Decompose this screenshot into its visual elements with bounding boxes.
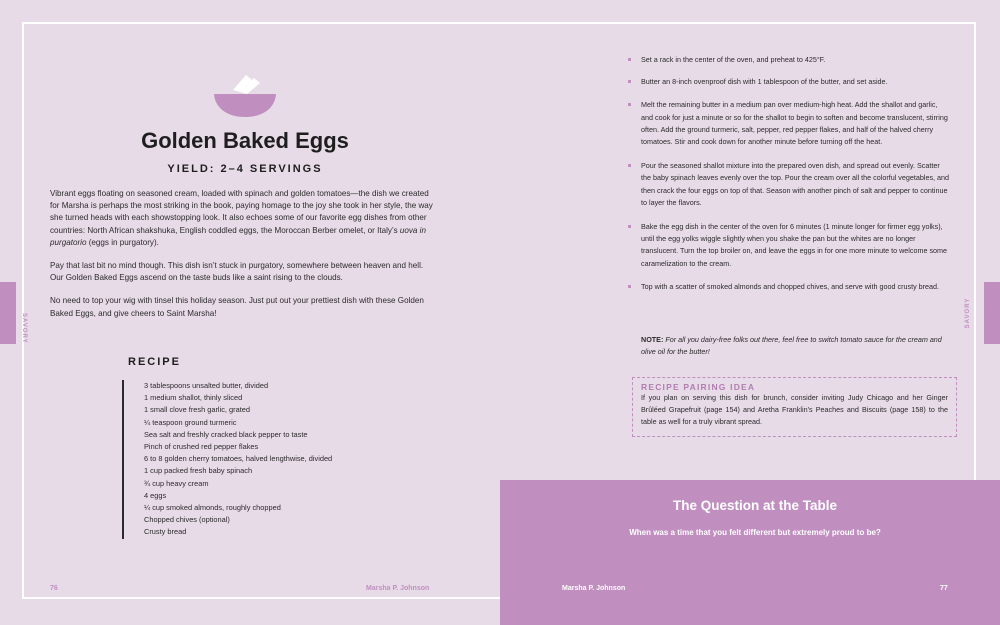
- bullet-icon: [628, 103, 631, 106]
- running-footer-left: Marsha P. Johnson: [366, 585, 430, 592]
- ingredient-item: Chopped chives (optional): [144, 515, 230, 525]
- bullet-icon: [628, 225, 631, 228]
- page-number-right: 77: [940, 585, 948, 592]
- recipe-note: NOTE: For all you dairy-free folks out there, feel free to switch tomato sauce for the cream and olive oil for the butter!: [641, 335, 942, 357]
- recipe-heading: RECIPE: [128, 356, 181, 368]
- ingredient-item: 3 tablespoons unsalted butter, divided: [144, 381, 269, 390]
- instruction-step: Set a rack in the center of the oven, and preheat to 425°F.: [628, 54, 950, 66]
- section-tab-right: [984, 282, 1000, 344]
- ingredient-item: 1 cup packed fresh baby spinach: [144, 466, 253, 476]
- bowl-icon: [213, 72, 277, 120]
- recipe-title: Golden Baked Eggs: [141, 128, 349, 153]
- instruction-step: Butter an 8-inch ovenproof dish with 1 tablespoon of the butter, and set aside.: [628, 76, 950, 88]
- ingredient-item: 4 eggs: [144, 490, 167, 500]
- recipe-yield: YIELD: 2–4 SERVINGS: [167, 163, 323, 175]
- instruction-step: Top with a scatter of smoked almonds and chopped chives, and serve with good crusty bread.: [628, 281, 950, 293]
- section-label-right: SAVORY: [965, 297, 971, 329]
- ingredient-item: ¼ teaspoon ground turmeric: [144, 417, 237, 427]
- instruction-list: [628, 54, 950, 293]
- ingredient-item: 6 to 8 golden cherry tomatoes, halved lengthwise, divided: [144, 454, 333, 464]
- ingredient-list: [122, 380, 332, 539]
- section-label-left: SAVORY: [21, 313, 27, 344]
- intro-paragraph-1: Vibrant eggs floating on seasoned cream, loaded with spinach and golden tomatoes—the dish we created for Marsha is perhaps the most striking in the book, paying homage to the joy she took in her style, the way she turned heads with each showstopping look. It also echoes some of our favorite egg dishes from other countries: North African shakshuka, English coddled eggs, the Moroccan Berber omelet, or Italy’s uova in purgatorio (eggs in purgatory).: [50, 189, 433, 247]
- section-tab-left: [0, 282, 16, 344]
- bullet-icon: [628, 285, 631, 288]
- bullet-icon: [628, 80, 631, 83]
- pairing-text: If you plan on serving this dish for brunch, consider inviting Judy Chicago and her Ginger Brûléed Grapefruit (page 154) and Aretha Franklin’s Peaches and Biscuits (page 158) to the table as well for a truly vibrant spread.: [641, 393, 948, 427]
- recipe-intro: [50, 188, 435, 331]
- question-title: The Question at the Table: [672, 498, 838, 513]
- ingredient-item: ¾ cup heavy cream: [144, 478, 209, 488]
- bullet-icon: [628, 58, 631, 61]
- ingredient-item: 1 small clove fresh garlic, grated: [144, 405, 250, 415]
- ingredient-item: 1 medium shallot, thinly sliced: [144, 393, 243, 403]
- ingredient-item: Crusty bread: [144, 527, 187, 537]
- page-number-left: 76: [50, 585, 58, 592]
- question-text: When was a time that you felt different but extremely proud to be?: [629, 528, 881, 537]
- instruction-step: Melt the remaining butter in a medium pan over medium-high heat. Add the shallot and garlic, and cook for just a minute or so for the shallot to begin to soften and become translucent, stirring often. Add the ground turmeric, salt, pepper, red pepper flakes, and half of the halved cherry tomatoes. Stir and cook down for another minute before turning off the heat.: [628, 99, 950, 148]
- instruction-step: Bake the egg dish in the center of the oven for 6 minutes (1 minute longer for firmer egg yolks), until the egg yolks wiggle slightly when you shake the pan but the whites are no longer translucent. Turn the top broiler on, and leave the eggs in for one more minute to welcome some caramelization to the cream.: [628, 221, 950, 270]
- running-footer-right: Marsha P. Johnson: [562, 585, 626, 592]
- ingredient-item: Pinch of crushed red pepper flakes: [144, 442, 259, 452]
- instruction-step: Pour the seasoned shallot mixture into the prepared oven dish, and spread out evenly. Scatter the baby spinach leaves evenly over the top. Pour the cream over all the colorful vegetables, and then crack the four eggs on top of that. Season with another pinch of salt and pepper to continue to layer the flavors.: [628, 160, 950, 209]
- recipe-pairing-box: [632, 377, 957, 437]
- ingredient-item: ¼ cup smoked almonds, roughly chopped: [144, 503, 281, 513]
- bullet-icon: [628, 164, 631, 167]
- intro-paragraph-2: Pay that last bit no mind though. This dish isn’t stuck in purgatory, somewhere between heaven and hell. Our Golden Baked Eggs ascend on the taste buds like a saint rising to the clouds.: [50, 261, 424, 283]
- intro-paragraph-3: No need to top your wig with tinsel this holiday season. Just put out your prettiest dish with these Golden Baked Eggs, and give cheers to Saint Marsha!: [50, 296, 424, 318]
- ingredient-item: Sea salt and freshly cracked black pepper to taste: [144, 429, 308, 439]
- pairing-title: RECIPE PAIRING IDEA: [641, 382, 756, 392]
